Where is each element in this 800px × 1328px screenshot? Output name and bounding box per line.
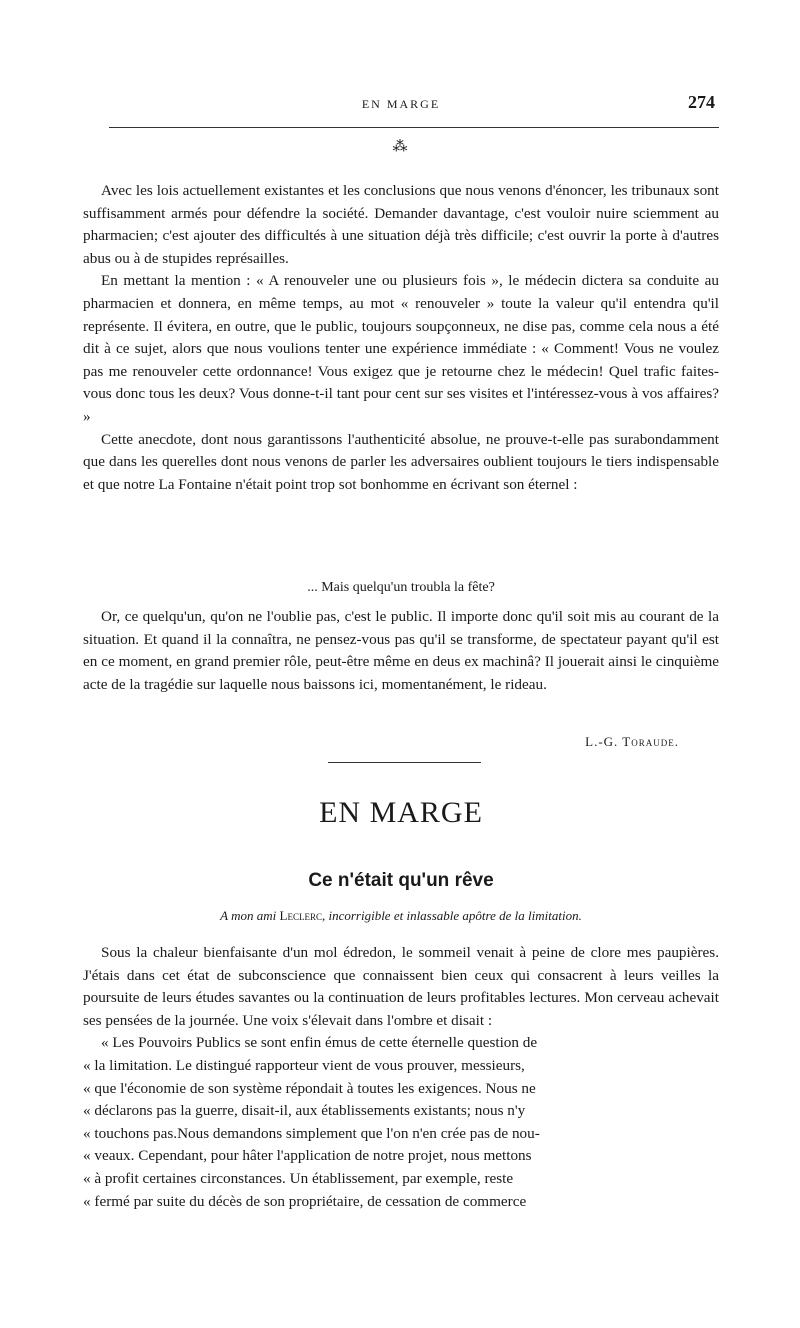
- header-rule: [109, 127, 719, 128]
- paragraph: Sous la chaleur bienfaisante d'un mol édredon, le sommeil venait à peine de clore mes paupières. J'étais dans cet état de subconscience que connaissent bien ceux qui consacrent à leurs veilles la poursuite de leurs études savantes ou la continuation de leurs profitables lectures. Mon cerveau achevait ses pensées de la journée. Une voix s'élevait dans l'ombre et disait :: [83, 944, 719, 1029]
- article-body: [83, 180, 719, 496]
- quote-line: « veaux. Cependant, pour hâter l'application de notre projet, nous mettons: [83, 1147, 532, 1165]
- dedication-suffix: incorrigible et inlassable apôtre de la limitation.: [328, 908, 582, 923]
- quote-line: « touchons pas.Nous demandons simplement que l'on n'en crée pas de nou-: [83, 1124, 540, 1142]
- paragraph: Or, ce quelqu'un, qu'on ne l'oublie pas, c'est le public. Il importe donc qu'il soit mis au courant de la situation. Et quand il la connaîtra, ne pensez-vous pas qu'il se transforme, de spectateur payant qu'il est en ce moment, en grand premier rôle, peut-être même en deus ex machinâ? Il jouerait ainsi le cinquième acte de la tragédie sur laquelle nous baissons ici, momentanément, le rideau.: [83, 608, 719, 693]
- quote-line: « fermé par suite du décès de son propriétaire, de cessation de commerce: [83, 1192, 527, 1210]
- dedication: [83, 908, 719, 924]
- paragraph: Cette anecdote, dont nous garantissons l'authenticité absolue, ne prouve-t-elle pas surabondamment que dans les querelles dont nous venons de parler les adversaires oublient toujours le tiers indispensable et que notre La Fontaine n'était point trop sot bonhomme en écrivant son éternel :: [83, 430, 719, 493]
- quote-line: « à profit certaines circonstances. Un établissement, par exemple, reste: [83, 1169, 514, 1187]
- page-number: 274: [688, 92, 715, 112]
- running-head: [83, 92, 719, 116]
- section-title: EN MARGE: [319, 796, 483, 829]
- article-body: [83, 942, 719, 1213]
- quote-line: « la limitation. Le distingué rapporteur vient de vous prouver, messieurs,: [83, 1056, 525, 1074]
- dedication-prefix: A mon ami: [220, 908, 277, 923]
- verse-quote: ... Mais quelqu'un troubla la fête?: [307, 580, 495, 595]
- quote-line: « que l'économie de son système répondait à toutes les exigences. Nous ne: [83, 1079, 536, 1097]
- section-divider: [328, 762, 481, 763]
- quote-line: « déclarons pas la guerre, disait-il, aux établissements existants; nous n'y: [83, 1102, 526, 1120]
- paragraph: En mettant la mention : « A renouveler une ou plusieurs fois », le médecin dictera sa conduite au pharmacien et donnera, en même temps, au mot « renouveler » toute la valeur qu'il entendra qu'il représente. Il évitera, en outre, que le public, toujours soupçonneux, ne dise pas, comme cela nous a été dit à ce sujet, alors que nous voulions tenter une expérience immédiate : « Comment! Vous ne voulez pas me renouveler cette ordonnance! Vous exigez que je retourne chez le médecin! Quel trafic faites-vous donc tous les deux? Vous donne-t-il tant pour cent sur ses visites et l'intéressez-vous à vos affaires? »: [83, 272, 719, 425]
- paragraph: Avec les lois actuellement existantes et les conclusions que nous venons d'énoncer, les tribunaux sont suffisamment armés pour défendre la société. Demander davantage, c'est vouloir nuire sciemment au pharmacien; c'est ajouter des difficultés à une situation déjà très difficile; c'est ouvrir la porte à d'autres abus ou à de stupides représailles.: [83, 182, 719, 267]
- article-conclusion: [83, 606, 719, 696]
- quote-line: « Les Pouvoirs Publics se sont enfin émus de cette éternelle question de: [101, 1034, 538, 1052]
- article-subtitle: Ce n'était qu'un rêve: [308, 870, 494, 891]
- running-head-title: EN MARGE: [361, 97, 441, 111]
- author-signature: L.-G. Toraude.: [585, 734, 679, 749]
- asterism-ornament: ⁂: [392, 139, 410, 155]
- dedication-name: Leclerc,: [279, 908, 326, 923]
